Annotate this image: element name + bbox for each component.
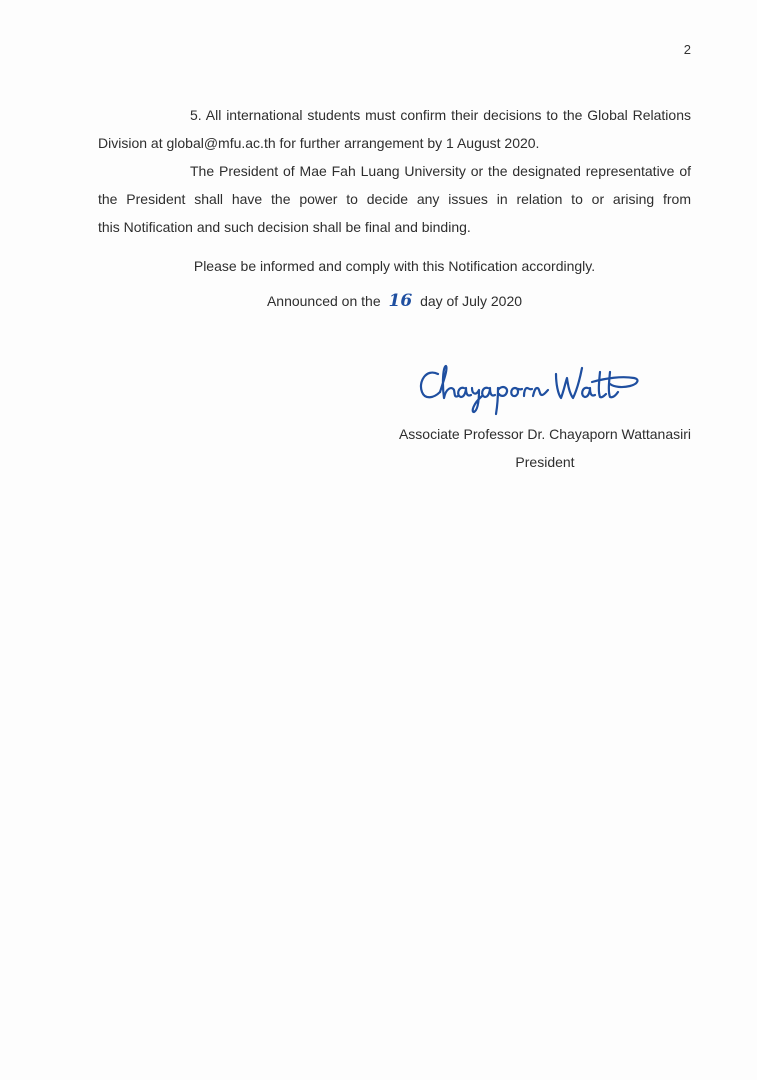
announced-prefix: Announced on the (266, 293, 381, 309)
announced-suffix: day of July 2020 (420, 293, 523, 309)
announced-line (98, 291, 691, 311)
paragraph-president-power (98, 157, 691, 241)
paragraph-line: 5. All international students must confirm their decisions to the Global Relations (190, 107, 691, 123)
paragraph-line: The President of Mae Fah Luang University or the designated representative of (190, 163, 691, 179)
handwritten-signature (416, 360, 646, 416)
page-number: 2 (683, 42, 691, 57)
please-comply-line: Please be informed and comply with this Notification accordingly. (193, 258, 596, 274)
paragraph-confirm-decisions (98, 101, 691, 157)
signer-title: President (515, 454, 575, 470)
signer-name: Associate Professor Dr. Chayaporn Wattanasiri (398, 426, 692, 442)
paragraph-line: the President shall have the power to decide any issues in relation to or arising from (98, 191, 691, 207)
handwritten-day: 16 (388, 291, 413, 311)
paragraph-line: this Notification and such decision shall be final and binding. (98, 219, 471, 235)
paragraph-line: Division at global@mfu.ac.th for further arrangement by 1 August 2020. (98, 135, 540, 151)
